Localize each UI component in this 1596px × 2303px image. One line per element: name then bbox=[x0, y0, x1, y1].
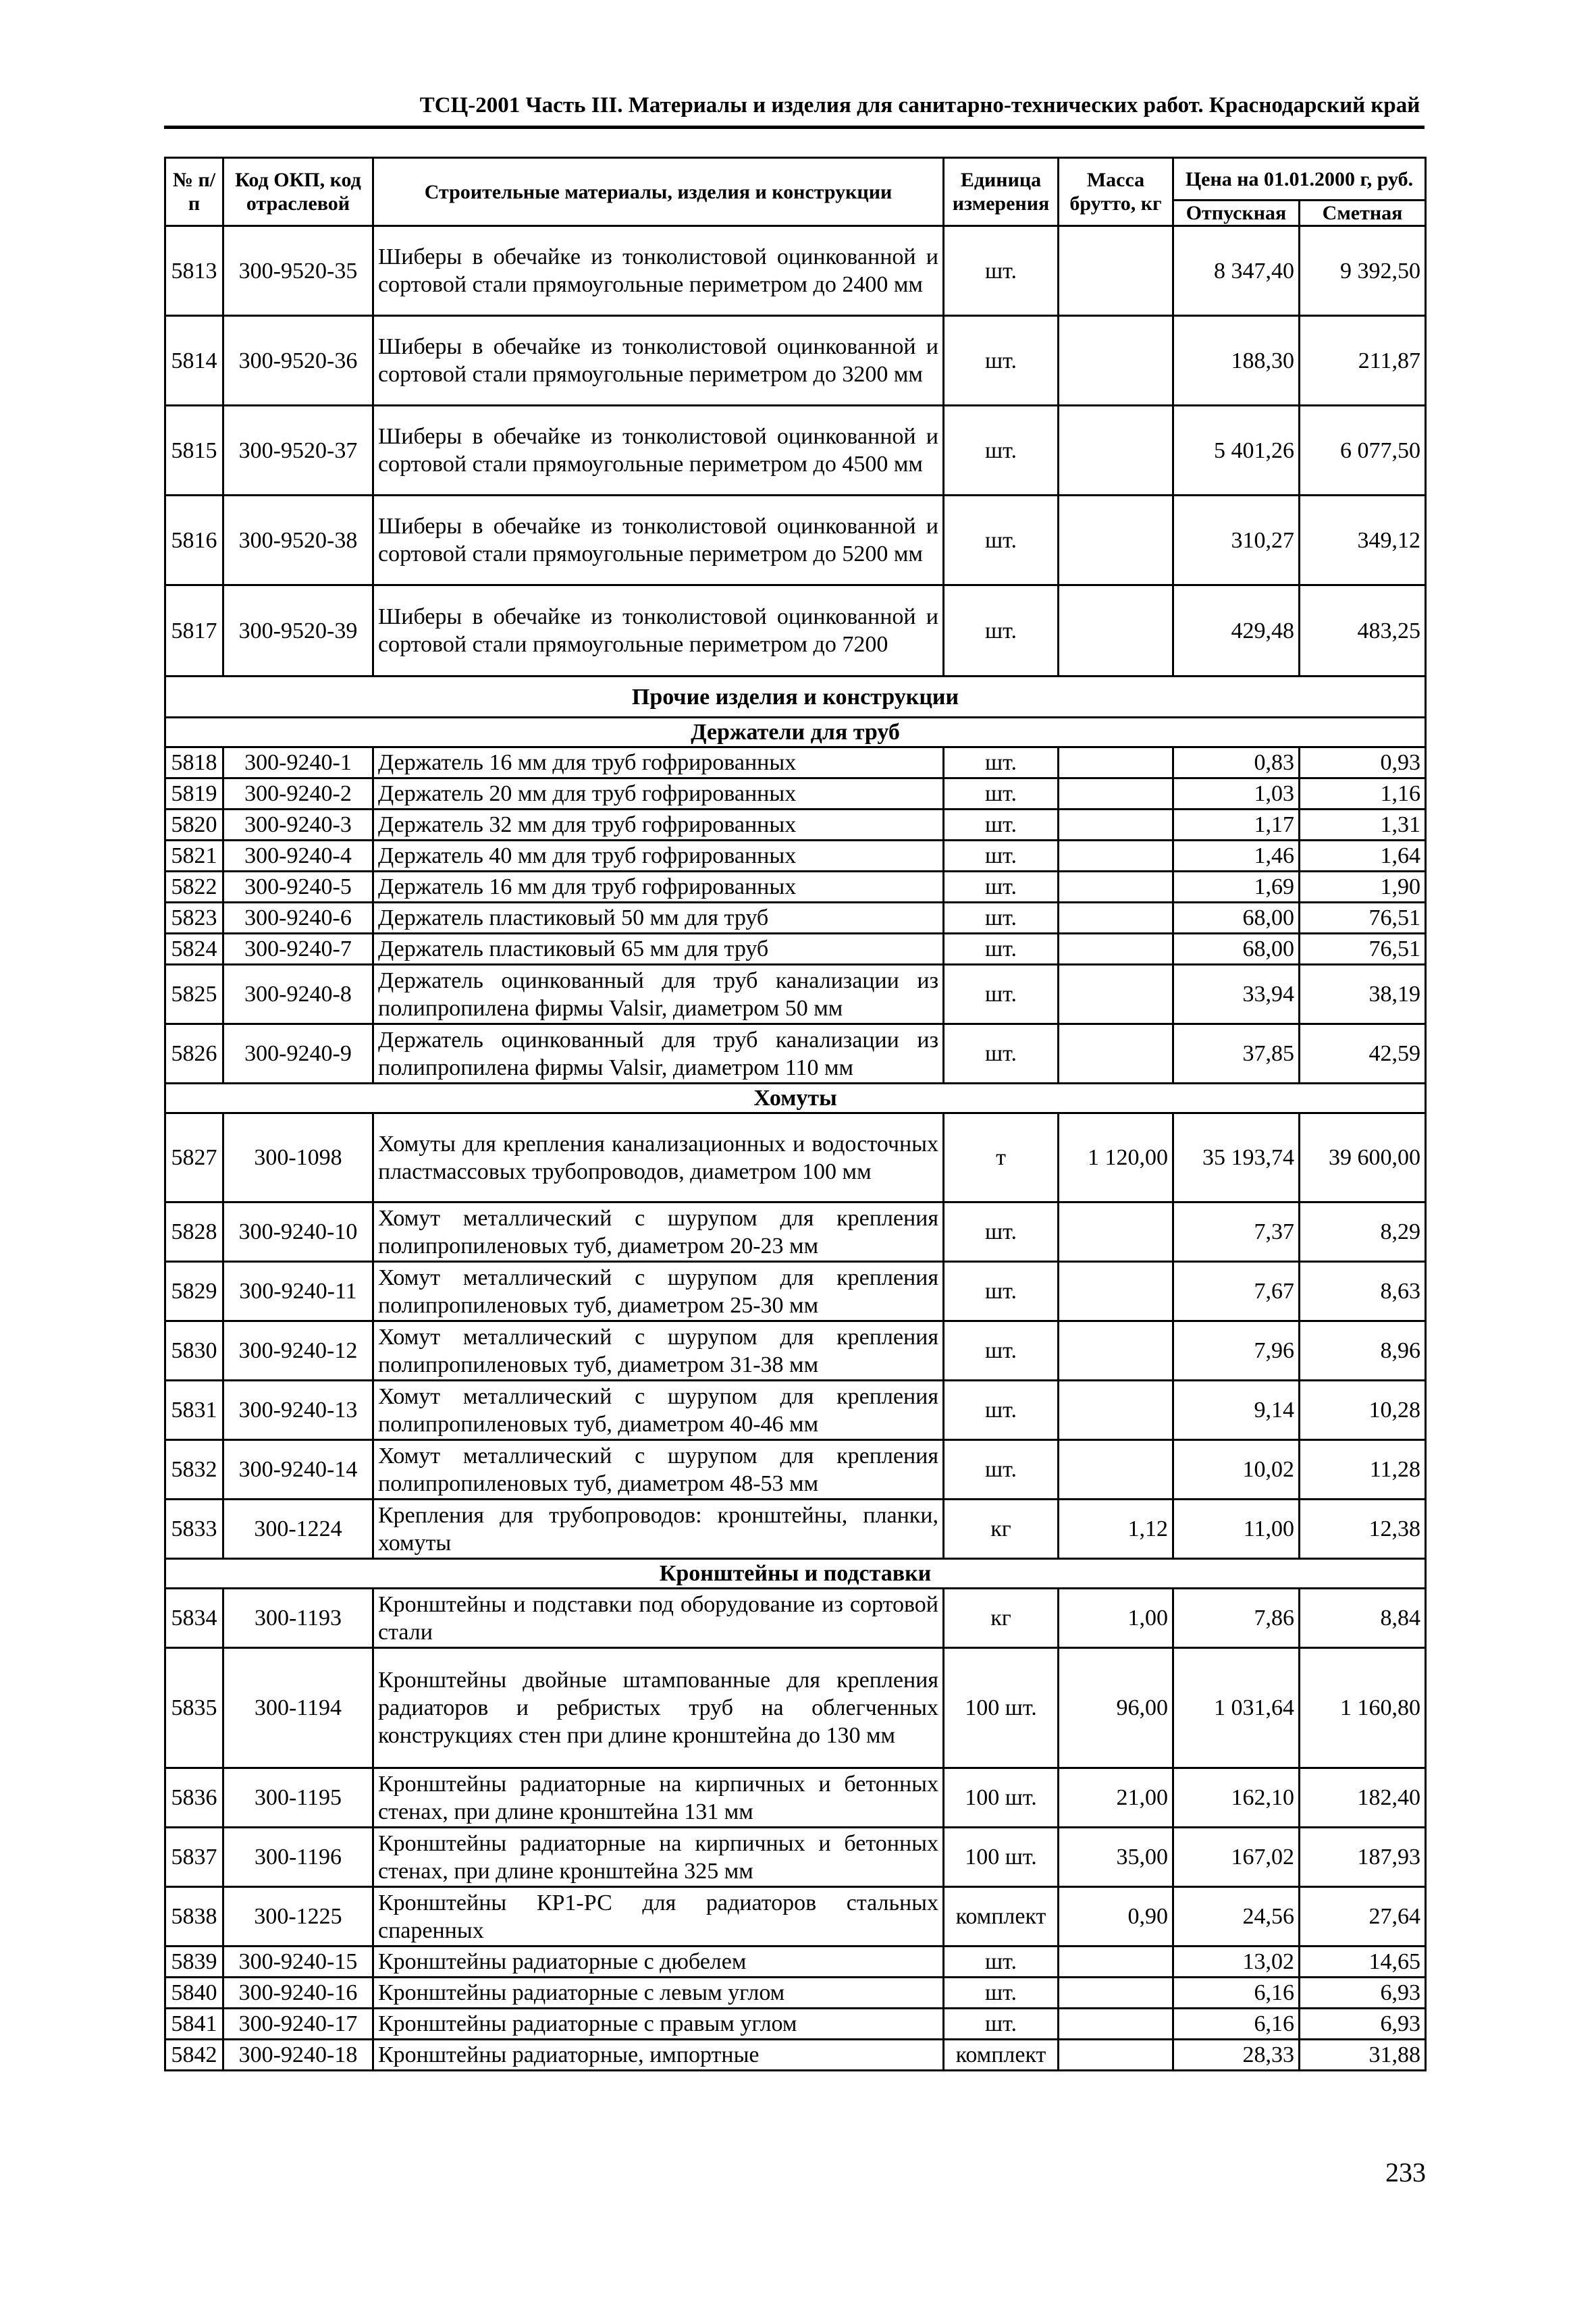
cell-p2: 9 392,50 bbox=[1300, 226, 1426, 316]
cell-p1: 28,33 bbox=[1173, 2040, 1300, 2071]
cell-mass: 1 120,00 bbox=[1059, 1113, 1173, 1202]
cell-name: Держатель 20 мм для труб гофрированных bbox=[373, 778, 944, 810]
cell-unit: кг bbox=[944, 1500, 1059, 1559]
cell-num: 5822 bbox=[165, 872, 223, 903]
cell-code: 300-9240-1 bbox=[223, 747, 373, 778]
cell-p2: 1,16 bbox=[1300, 778, 1426, 810]
cell-code: 300-9240-11 bbox=[223, 1262, 373, 1321]
cell-name: Держатель 16 мм для труб гофрированных bbox=[373, 872, 944, 903]
cell-name: Хомут металлический с шурупом для крепления полипропиленовых туб, диаметром 31-38 мм bbox=[373, 1321, 944, 1381]
page-header: ТСЦ-2001 Часть III. Материалы и изделия для санитарно-технических работ. Краснодарский край bbox=[419, 93, 1420, 117]
cell-name: Кронштейны радиаторные на кирпичных и бетонных стенах, при длине кронштейна 131 мм bbox=[373, 1768, 944, 1828]
section-title: Прочие изделия и конструкции bbox=[165, 677, 1426, 718]
cell-num: 5835 bbox=[165, 1648, 223, 1768]
cell-num: 5827 bbox=[165, 1113, 223, 1202]
cell-p1: 37,85 bbox=[1173, 1024, 1300, 1084]
cell-unit: шт. bbox=[944, 316, 1059, 406]
cell-p2: 1,90 bbox=[1300, 872, 1426, 903]
cell-name: Кронштейны и подставки под оборудование из сортовой стали bbox=[373, 1589, 944, 1648]
cell-num: 5813 bbox=[165, 226, 223, 316]
table-row bbox=[165, 1202, 1426, 1262]
cell-code: 300-9520-38 bbox=[223, 496, 373, 585]
cell-p1: 7,86 bbox=[1173, 1589, 1300, 1648]
cell-num: 5832 bbox=[165, 1440, 223, 1500]
cell-p1: 1,03 bbox=[1173, 778, 1300, 810]
cell-unit: шт. bbox=[944, 810, 1059, 841]
table-row bbox=[165, 841, 1426, 872]
cell-name: Кронштейны радиаторные с левым углом bbox=[373, 1978, 944, 2009]
table-row bbox=[165, 1500, 1426, 1559]
cell-mass bbox=[1059, 1381, 1173, 1440]
cell-mass bbox=[1059, 2040, 1173, 2071]
cell-p2: 211,87 bbox=[1300, 316, 1426, 406]
cell-p1: 35 193,74 bbox=[1173, 1113, 1300, 1202]
cell-mass: 21,00 bbox=[1059, 1768, 1173, 1828]
cell-p1: 10,02 bbox=[1173, 1440, 1300, 1500]
cell-code: 300-9240-12 bbox=[223, 1321, 373, 1381]
cell-code: 300-9240-14 bbox=[223, 1440, 373, 1500]
page-number: 233 bbox=[1385, 2157, 1426, 2188]
cell-p2: 38,19 bbox=[1300, 965, 1426, 1024]
table-row bbox=[165, 1887, 1426, 1947]
col-header-mass: Масса брутто, кг bbox=[1059, 158, 1173, 226]
cell-num: 5816 bbox=[165, 496, 223, 585]
cell-code: 300-9240-18 bbox=[223, 2040, 373, 2071]
cell-mass bbox=[1059, 1440, 1173, 1500]
cell-code: 300-9520-37 bbox=[223, 406, 373, 496]
cell-code: 300-9240-7 bbox=[223, 934, 373, 965]
subsection-title-row bbox=[165, 718, 1426, 747]
cell-p1: 8 347,40 bbox=[1173, 226, 1300, 316]
cell-name: Кронштейны двойные штампованные для крепления радиаторов и ребристых труб на облегченных конструкциях стен при длине кронштейна до 130 мм bbox=[373, 1648, 944, 1768]
subsection-title-row bbox=[165, 1559, 1426, 1589]
cell-name: Хомут металлический с шурупом для крепления полипропиленовых туб, диаметром 25-30 мм bbox=[373, 1262, 944, 1321]
cell-p2: 8,29 bbox=[1300, 1202, 1426, 1262]
cell-p2: 27,64 bbox=[1300, 1887, 1426, 1947]
subsection-title: Хомуты bbox=[165, 1084, 1426, 1113]
cell-p2: 187,93 bbox=[1300, 1828, 1426, 1887]
cell-code: 300-1194 bbox=[223, 1648, 373, 1768]
cell-num: 5833 bbox=[165, 1500, 223, 1559]
cell-p2: 42,59 bbox=[1300, 1024, 1426, 1084]
cell-mass: 96,00 bbox=[1059, 1648, 1173, 1768]
cell-p1: 68,00 bbox=[1173, 903, 1300, 934]
cell-mass bbox=[1059, 1947, 1173, 1978]
cell-code: 300-1195 bbox=[223, 1768, 373, 1828]
cell-mass: 1,12 bbox=[1059, 1500, 1173, 1559]
cell-mass bbox=[1059, 2009, 1173, 2040]
table-row bbox=[165, 1262, 1426, 1321]
cell-num: 5820 bbox=[165, 810, 223, 841]
table-row bbox=[165, 1024, 1426, 1084]
cell-unit: шт. bbox=[944, 903, 1059, 934]
cell-mass bbox=[1059, 1024, 1173, 1084]
cell-num: 5819 bbox=[165, 778, 223, 810]
cell-num: 5815 bbox=[165, 406, 223, 496]
cell-p1: 24,56 bbox=[1173, 1887, 1300, 1947]
cell-name: Кронштейны КР1-РС для радиаторов стальных спаренных bbox=[373, 1887, 944, 1947]
cell-p1: 5 401,26 bbox=[1173, 406, 1300, 496]
table-row bbox=[165, 1828, 1426, 1887]
cell-unit: 100 шт. bbox=[944, 1828, 1059, 1887]
cell-p2: 6 077,50 bbox=[1300, 406, 1426, 496]
cell-mass bbox=[1059, 226, 1173, 316]
cell-name: Крепления для трубопроводов: кронштейны, планки, хомуты bbox=[373, 1500, 944, 1559]
cell-mass bbox=[1059, 841, 1173, 872]
table-row bbox=[165, 810, 1426, 841]
cell-p2: 1,31 bbox=[1300, 810, 1426, 841]
cell-p2: 14,65 bbox=[1300, 1947, 1426, 1978]
cell-num: 5839 bbox=[165, 1947, 223, 1978]
cell-num: 5831 bbox=[165, 1381, 223, 1440]
cell-num: 5821 bbox=[165, 841, 223, 872]
cell-mass bbox=[1059, 406, 1173, 496]
cell-unit: шт. bbox=[944, 1024, 1059, 1084]
cell-num: 5834 bbox=[165, 1589, 223, 1648]
cell-name: Шиберы в обечайке из тонколистовой оцинкованной и сортовой стали прямоугольные периметром до 2400 мм bbox=[373, 226, 944, 316]
col-header-num: № п/п bbox=[165, 158, 223, 226]
table-row bbox=[165, 1648, 1426, 1768]
cell-mass bbox=[1059, 316, 1173, 406]
col-header-unit: Единица измерения bbox=[944, 158, 1059, 226]
cell-unit: т bbox=[944, 1113, 1059, 1202]
cell-code: 300-1098 bbox=[223, 1113, 373, 1202]
cell-p2: 349,12 bbox=[1300, 496, 1426, 585]
cell-name: Держатель 40 мм для труб гофрированных bbox=[373, 841, 944, 872]
col-header-price: Цена на 01.01.2000 г, руб. bbox=[1173, 158, 1426, 201]
subsection-title: Кронштейны и подставки bbox=[165, 1559, 1426, 1589]
cell-unit: шт. bbox=[944, 2009, 1059, 2040]
cell-num: 5828 bbox=[165, 1202, 223, 1262]
table-row bbox=[165, 585, 1426, 677]
cell-name: Кронштейны радиаторные с дюбелем bbox=[373, 1947, 944, 1978]
cell-name: Держатель 32 мм для труб гофрированных bbox=[373, 810, 944, 841]
cell-p1: 13,02 bbox=[1173, 1947, 1300, 1978]
cell-unit: 100 шт. bbox=[944, 1648, 1059, 1768]
cell-code: 300-9240-15 bbox=[223, 1947, 373, 1978]
cell-p1: 162,10 bbox=[1173, 1768, 1300, 1828]
cell-p2: 76,51 bbox=[1300, 903, 1426, 934]
table-row bbox=[165, 406, 1426, 496]
cell-unit: кг bbox=[944, 1589, 1059, 1648]
cell-unit: шт. bbox=[944, 496, 1059, 585]
cell-p1: 1,69 bbox=[1173, 872, 1300, 903]
table-row bbox=[165, 1381, 1426, 1440]
cell-code: 300-9240-4 bbox=[223, 841, 373, 872]
cell-num: 5838 bbox=[165, 1887, 223, 1947]
cell-p1: 167,02 bbox=[1173, 1828, 1300, 1887]
cell-name: Шиберы в обечайке из тонколистовой оцинкованной и сортовой стали прямоугольные периметром до 5200 мм bbox=[373, 496, 944, 585]
cell-mass: 0,90 bbox=[1059, 1887, 1173, 1947]
materials-price-table bbox=[164, 157, 1427, 2071]
cell-code: 300-1193 bbox=[223, 1589, 373, 1648]
table-row bbox=[165, 747, 1426, 778]
cell-num: 5818 bbox=[165, 747, 223, 778]
cell-code: 300-9240-10 bbox=[223, 1202, 373, 1262]
cell-code: 300-9240-3 bbox=[223, 810, 373, 841]
cell-num: 5817 bbox=[165, 585, 223, 677]
cell-mass bbox=[1059, 1321, 1173, 1381]
cell-mass bbox=[1059, 872, 1173, 903]
col-header-price-estimate: Сметная bbox=[1300, 201, 1426, 226]
cell-p2: 182,40 bbox=[1300, 1768, 1426, 1828]
cell-unit: шт. bbox=[944, 406, 1059, 496]
cell-unit: шт. bbox=[944, 934, 1059, 965]
section-title-row bbox=[165, 677, 1426, 718]
cell-unit: комплект bbox=[944, 2040, 1059, 2071]
table-row bbox=[165, 226, 1426, 316]
table-row bbox=[165, 1768, 1426, 1828]
cell-p2: 0,93 bbox=[1300, 747, 1426, 778]
cell-unit: шт. bbox=[944, 226, 1059, 316]
cell-mass bbox=[1059, 496, 1173, 585]
cell-unit: шт. bbox=[944, 1440, 1059, 1500]
table-row bbox=[165, 2040, 1426, 2071]
cell-name: Держатель оцинкованный для труб канализации из полипропилена фирмы Valsir, диаметром 110 мм bbox=[373, 1024, 944, 1084]
cell-name: Держатель 16 мм для труб гофрированных bbox=[373, 747, 944, 778]
cell-name: Кронштейны радиаторные, импортные bbox=[373, 2040, 944, 2071]
cell-code: 300-9240-2 bbox=[223, 778, 373, 810]
col-header-price-release: Отпускная bbox=[1173, 201, 1300, 226]
cell-name: Хомут металлический с шурупом для крепления полипропиленовых туб, диаметром 48-53 мм bbox=[373, 1440, 944, 1500]
cell-code: 300-9520-36 bbox=[223, 316, 373, 406]
subsection-title-row bbox=[165, 1084, 1426, 1113]
cell-p2: 8,63 bbox=[1300, 1262, 1426, 1321]
cell-unit: шт. bbox=[944, 1947, 1059, 1978]
cell-mass: 35,00 bbox=[1059, 1828, 1173, 1887]
cell-p2: 11,28 bbox=[1300, 1440, 1426, 1500]
cell-p2: 8,84 bbox=[1300, 1589, 1426, 1648]
cell-num: 5826 bbox=[165, 1024, 223, 1084]
cell-code: 300-9240-16 bbox=[223, 1978, 373, 2009]
cell-p1: 11,00 bbox=[1173, 1500, 1300, 1559]
cell-mass bbox=[1059, 903, 1173, 934]
cell-p2: 31,88 bbox=[1300, 2040, 1426, 2071]
cell-code: 300-1225 bbox=[223, 1887, 373, 1947]
cell-p1: 188,30 bbox=[1173, 316, 1300, 406]
cell-p1: 7,67 bbox=[1173, 1262, 1300, 1321]
cell-code: 300-9240-13 bbox=[223, 1381, 373, 1440]
cell-code: 300-9520-35 bbox=[223, 226, 373, 316]
cell-p1: 7,37 bbox=[1173, 1202, 1300, 1262]
cell-p1: 1 031,64 bbox=[1173, 1648, 1300, 1768]
cell-p2: 10,28 bbox=[1300, 1381, 1426, 1440]
cell-name: Шиберы в обечайке из тонколистовой оцинкованной и сортовой стали прямоугольные периметром до 4500 мм bbox=[373, 406, 944, 496]
cell-p1: 6,16 bbox=[1173, 1978, 1300, 2009]
cell-code: 300-9240-17 bbox=[223, 2009, 373, 2040]
cell-unit: шт. bbox=[944, 747, 1059, 778]
cell-p1: 429,48 bbox=[1173, 585, 1300, 677]
table-row bbox=[165, 934, 1426, 965]
cell-p1: 1,46 bbox=[1173, 841, 1300, 872]
cell-code: 300-9240-8 bbox=[223, 965, 373, 1024]
table-row bbox=[165, 1321, 1426, 1381]
cell-unit: шт. bbox=[944, 778, 1059, 810]
table-row bbox=[165, 1978, 1426, 2009]
col-header-code: Код ОКП, код отраслевой bbox=[223, 158, 373, 226]
cell-unit: 100 шт. bbox=[944, 1768, 1059, 1828]
cell-p1: 310,27 bbox=[1173, 496, 1300, 585]
cell-mass bbox=[1059, 778, 1173, 810]
cell-p2: 6,93 bbox=[1300, 2009, 1426, 2040]
cell-num: 5814 bbox=[165, 316, 223, 406]
cell-unit: шт. bbox=[944, 965, 1059, 1024]
cell-p1: 33,94 bbox=[1173, 965, 1300, 1024]
table-row bbox=[165, 1113, 1426, 1202]
cell-name: Держатель пластиковый 65 мм для труб bbox=[373, 934, 944, 965]
cell-mass bbox=[1059, 585, 1173, 677]
cell-p1: 6,16 bbox=[1173, 2009, 1300, 2040]
cell-p2: 1,64 bbox=[1300, 841, 1426, 872]
table-row bbox=[165, 778, 1426, 810]
cell-mass bbox=[1059, 934, 1173, 965]
cell-unit: шт. bbox=[944, 1262, 1059, 1321]
cell-mass bbox=[1059, 965, 1173, 1024]
cell-mass bbox=[1059, 1262, 1173, 1321]
cell-mass: 1,00 bbox=[1059, 1589, 1173, 1648]
cell-p1: 7,96 bbox=[1173, 1321, 1300, 1381]
cell-p2: 483,25 bbox=[1300, 585, 1426, 677]
cell-num: 5830 bbox=[165, 1321, 223, 1381]
cell-name: Шиберы в обечайке из тонколистовой оцинкованной и сортовой стали прямоугольные периметром до 3200 мм bbox=[373, 316, 944, 406]
cell-name: Хомуты для крепления канализационных и водосточных пластмассовых трубопроводов, диаметром 100 мм bbox=[373, 1113, 944, 1202]
cell-code: 300-9240-9 bbox=[223, 1024, 373, 1084]
cell-p2: 12,38 bbox=[1300, 1500, 1426, 1559]
table-row bbox=[165, 316, 1426, 406]
table-row bbox=[165, 496, 1426, 585]
cell-num: 5825 bbox=[165, 965, 223, 1024]
header-rule bbox=[164, 126, 1425, 129]
cell-unit: шт. bbox=[944, 1381, 1059, 1440]
cell-code: 300-9240-6 bbox=[223, 903, 373, 934]
table-body bbox=[165, 226, 1426, 2071]
cell-unit: шт. bbox=[944, 841, 1059, 872]
cell-num: 5840 bbox=[165, 1978, 223, 2009]
cell-name: Кронштейны радиаторные на кирпичных и бетонных стенах, при длине кронштейна 325 мм bbox=[373, 1828, 944, 1887]
cell-name: Держатель оцинкованный для труб канализации из полипропилена фирмы Valsir, диаметром 50 мм bbox=[373, 965, 944, 1024]
cell-unit: шт. bbox=[944, 585, 1059, 677]
table-row bbox=[165, 2009, 1426, 2040]
cell-num: 5829 bbox=[165, 1262, 223, 1321]
cell-p1: 9,14 bbox=[1173, 1381, 1300, 1440]
cell-unit: шт. bbox=[944, 872, 1059, 903]
cell-code: 300-9520-39 bbox=[223, 585, 373, 677]
cell-code: 300-9240-5 bbox=[223, 872, 373, 903]
cell-num: 5836 bbox=[165, 1768, 223, 1828]
cell-num: 5824 bbox=[165, 934, 223, 965]
cell-name: Держатель пластиковый 50 мм для труб bbox=[373, 903, 944, 934]
cell-code: 300-1196 bbox=[223, 1828, 373, 1887]
cell-p2: 6,93 bbox=[1300, 1978, 1426, 2009]
cell-p1: 1,17 bbox=[1173, 810, 1300, 841]
cell-unit: комплект bbox=[944, 1887, 1059, 1947]
cell-code: 300-1224 bbox=[223, 1500, 373, 1559]
cell-mass bbox=[1059, 1978, 1173, 2009]
cell-mass bbox=[1059, 810, 1173, 841]
cell-unit: шт. bbox=[944, 1202, 1059, 1262]
table-row bbox=[165, 1947, 1426, 1978]
cell-name: Шиберы в обечайке из тонколистовой оцинкованной и сортовой стали прямоугольные периметром до 7200 bbox=[373, 585, 944, 677]
cell-name: Хомут металлический с шурупом для крепления полипропиленовых туб, диаметром 20-23 мм bbox=[373, 1202, 944, 1262]
table-row bbox=[165, 872, 1426, 903]
table-row bbox=[165, 903, 1426, 934]
cell-p1: 68,00 bbox=[1173, 934, 1300, 965]
cell-mass bbox=[1059, 1202, 1173, 1262]
cell-unit: шт. bbox=[944, 1321, 1059, 1381]
cell-p2: 8,96 bbox=[1300, 1321, 1426, 1381]
cell-p1: 0,83 bbox=[1173, 747, 1300, 778]
cell-num: 5837 bbox=[165, 1828, 223, 1887]
cell-num: 5842 bbox=[165, 2040, 223, 2071]
table-row bbox=[165, 965, 1426, 1024]
cell-unit: шт. bbox=[944, 1978, 1059, 2009]
cell-p2: 39 600,00 bbox=[1300, 1113, 1426, 1202]
cell-name: Кронштейны радиаторные с правым углом bbox=[373, 2009, 944, 2040]
table-row bbox=[165, 1440, 1426, 1500]
cell-num: 5841 bbox=[165, 2009, 223, 2040]
cell-mass bbox=[1059, 747, 1173, 778]
cell-num: 5823 bbox=[165, 903, 223, 934]
cell-p2: 76,51 bbox=[1300, 934, 1426, 965]
cell-p2: 1 160,80 bbox=[1300, 1648, 1426, 1768]
subsection-title: Держатели для труб bbox=[165, 718, 1426, 747]
table-row bbox=[165, 1589, 1426, 1648]
col-header-name: Строительные материалы, изделия и конструкции bbox=[373, 158, 944, 226]
cell-name: Хомут металлический с шурупом для крепления полипропиленовых туб, диаметром 40-46 мм bbox=[373, 1381, 944, 1440]
